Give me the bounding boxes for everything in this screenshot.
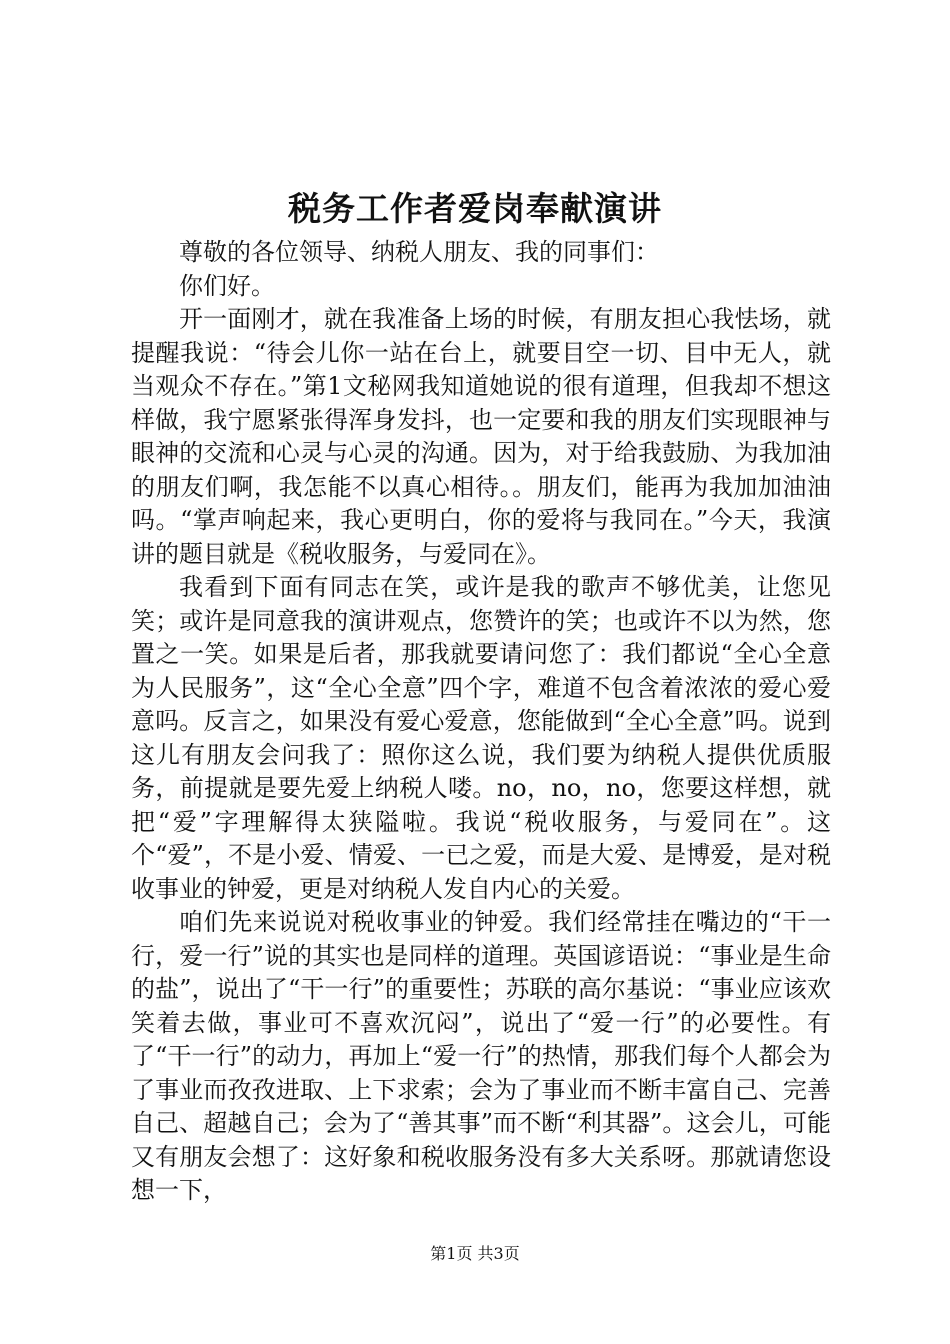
paragraph-love-explained: 我看到下面有同志在笑，或许是我的歌声不够优美，让您见笑；或许是同意我的演讲观点，您赞许的笑；也或许不以为然，您置之一笑。如果是后者，那我就要请问您了：我们都说“全心全意为人民服务”，这“全心全意”四个字，难道不包含着浓浓的爱心爱意吗。反言之，如果没有爱心爱意，您能做到“全心全意”吗。说到这儿有朋友会问我了：照你这么说，我们要为纳税人提供优质服务，前提就是要先爱上纳税人喽。no，no，no，您要这样想，就把“爱”字理解得太狭隘啦。我说“税收服务，与爱同在”。这个“爱”，不是小爱、情爱、一已之爱，而是大爱、是博爱，是对税收事业的钟爱，更是对纳税人发自内心的关爱。 xyxy=(131,573,831,903)
document-title: 税务工作者爱岗奉献演讲 xyxy=(288,189,662,228)
paragraph-salutation: 尊敬的各位领导、纳税人朋友、我的同事们： xyxy=(179,238,659,266)
paragraph-greeting: 你们好。 xyxy=(179,271,275,300)
document-body xyxy=(131,236,831,1208)
page-footer: 第1页 共3页 xyxy=(430,1244,520,1263)
paragraph-career-love: 咱们先来说说对税收事业的钟爱。我们经常挂在嘴边的“干一行，爱一行”说的其实也是同样的道理。英国谚语说：“事业是生命的盐”，说出了“干一行”的重要性；苏联的高尔基说：“事业应该欢笑着去做，事业可不喜欢沉闷”，说出了“爱一行”的必要性。有了“干一行”的动力，再加上“爱一行”的热情，那我们每个人都会为了事业而孜孜进取、上下求索；会为了事业而不断丰富自己、完善自己、超越自己；会为了“善其事”而不断“利其器”。这会儿，可能又有朋友会想了：这好象和税收服务没有多大关系呀。那就请您设想一下， xyxy=(131,908,831,1204)
paragraph-opening: 开一面刚才，就在我准备上场的时候，有朋友担心我怯场，就提醒我说：“待会儿你一站在台上，就要目空一切、目中无人，就当观众不存在。”第1文秘网我知道她说的很有道理，但我却不想这样做，我宁愿紧张得浑身发抖，也一定要和我的朋友们实现眼神与眼神的交流和心灵与心灵的沟通。因为，对于给我鼓励、为我加油的朋友们啊，我怎能不以真心相待。。朋友们，能再为我加加油油吗。“掌声响起来，我心更明白，你的爱将与我同在。”今天，我演讲的题目就是《税收服务，与爱同在》。 xyxy=(131,305,831,568)
